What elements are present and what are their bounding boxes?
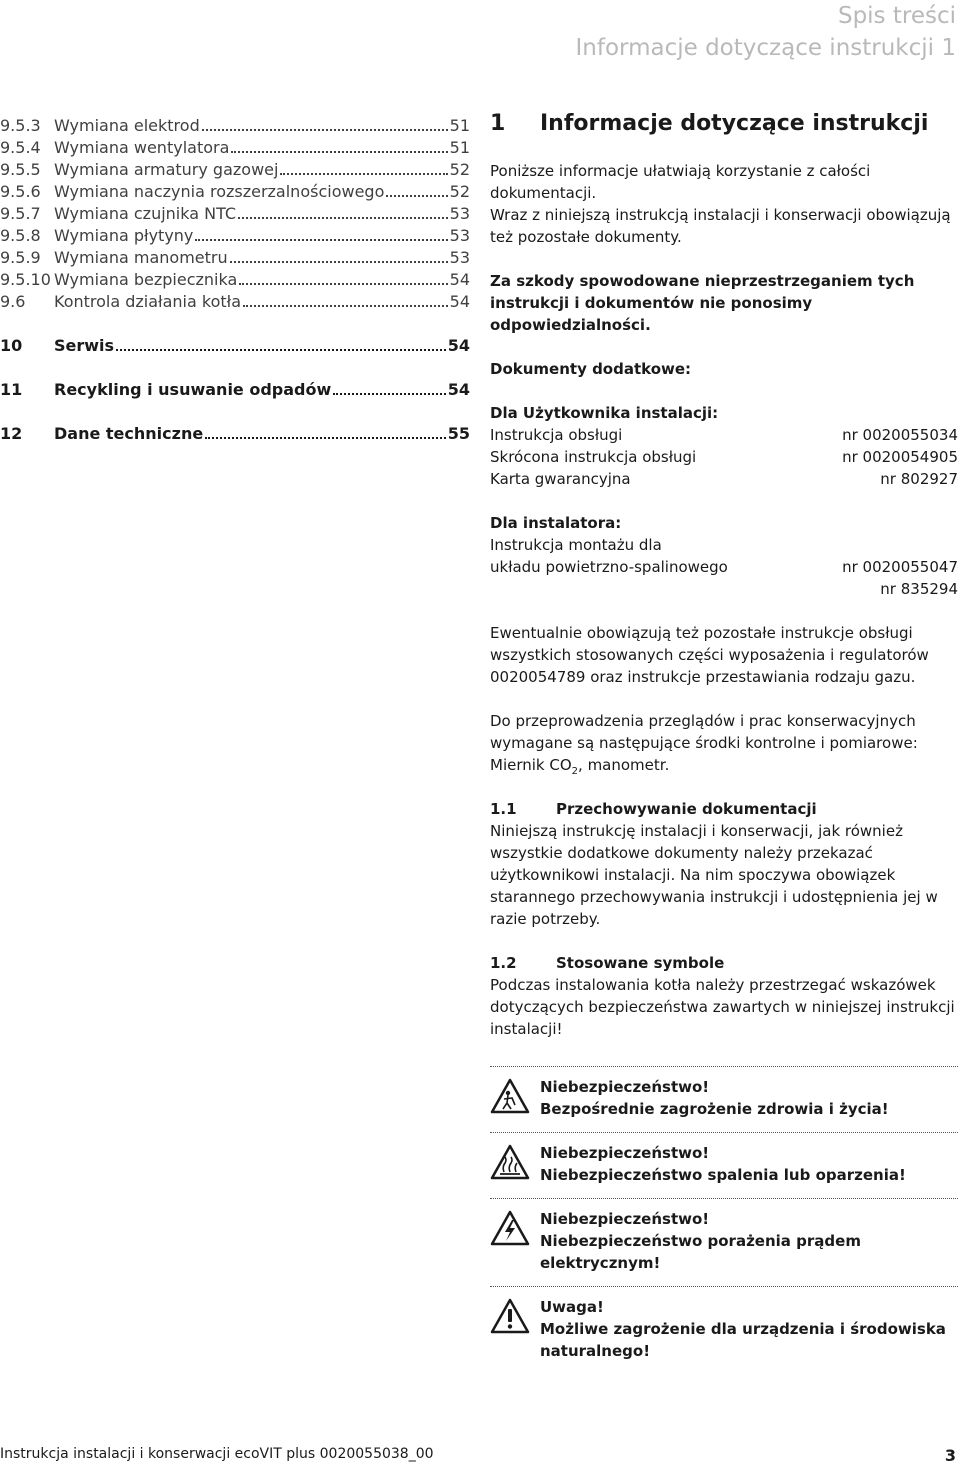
warning-text: Niebezpieczeństwo spalenia lub oparzenia!	[540, 1166, 906, 1184]
toc-leader	[239, 282, 447, 285]
toc-number: 9.6	[0, 292, 26, 311]
toc-entry[interactable]	[0, 424, 470, 446]
toc-number: 9.5.9	[0, 248, 41, 267]
user-docs-heading: Dla Użytkownika instalacji:	[490, 404, 719, 422]
toc-leader	[205, 436, 446, 439]
toc-page: 54	[449, 292, 470, 311]
doc-number: nr 0020055047	[842, 558, 958, 576]
warning-title: Niebezpieczeństwo!	[540, 1144, 710, 1162]
toc-leader	[230, 260, 448, 263]
toc-number: 9.5.5	[0, 160, 41, 179]
tools-text-end: , manometr.	[578, 756, 670, 774]
toc-entry[interactable]	[0, 380, 470, 402]
toc-leader	[231, 150, 447, 153]
header-subtitle: Informacje dotyczące instrukcji 1	[575, 35, 956, 61]
toc-leader	[195, 238, 447, 241]
toc-entry[interactable]	[0, 116, 470, 138]
toc-number: 11	[0, 380, 23, 399]
warning-notice	[490, 1296, 958, 1362]
toc-number: 9.5.6	[0, 182, 41, 201]
toc-page: 51	[449, 138, 470, 157]
toc-page: 53	[449, 204, 470, 223]
toc-title: Wymiana bezpiecznika	[54, 270, 238, 289]
installer-docs-heading: Dla instalatora:	[490, 514, 622, 532]
divider	[490, 1132, 958, 1133]
main-content	[490, 108, 958, 1040]
subsection-text: Niniejszą instrukcję instalacji i konserwacji, jak również wszystkie dodatkowe dokumenty należy przekazać użytkownikowi instalacji. Na nim spoczywa obowiązek starannego przechowywania instrukcji i udostępnienia jej w razie potrzeby.	[490, 822, 938, 928]
toc-page: 53	[449, 226, 470, 245]
divider	[490, 1198, 958, 1199]
toc-entry[interactable]	[0, 138, 470, 160]
warning-notice	[490, 1142, 958, 1186]
additional-docs-heading: Dokumenty dodatkowe:	[490, 360, 692, 378]
toc-title: Wymiana manometru	[54, 248, 228, 267]
toc-entry[interactable]	[0, 182, 470, 204]
toc-title: Wymiana płytyny	[54, 226, 194, 245]
toc-title: Wymiana czujnika NTC	[54, 204, 237, 223]
toc-leader	[116, 348, 446, 351]
section-number: 1	[490, 111, 506, 136]
toc-title: Kontrola działania kotła	[54, 292, 241, 311]
toc-entry[interactable]	[0, 160, 470, 182]
toc-leader	[386, 194, 447, 197]
intro-paragraph-2: Wraz z niniejszą instrukcją instalacji i konserwacji obowiązują też pozostałe dokumenty.	[490, 206, 951, 246]
warning-notice	[490, 1208, 958, 1274]
doc-row	[490, 578, 958, 600]
toc-entry[interactable]	[0, 292, 470, 314]
toc-entry[interactable]	[0, 336, 470, 358]
toc-number: 9.5.3	[0, 116, 41, 135]
toc-page: 54	[447, 336, 470, 355]
warning-text: Możliwe zagrożenie dla urządzenia i środowiska naturalnego!	[540, 1320, 946, 1360]
header-title: Spis treści	[837, 3, 956, 29]
doc-name: Skrócona instrukcja obsługi	[490, 448, 697, 466]
toc-entry[interactable]	[0, 204, 470, 226]
toc-page: 54	[447, 380, 470, 399]
tools-paragraph	[490, 710, 958, 776]
hot-surface-icon	[490, 1144, 530, 1180]
danger-person-icon	[490, 1078, 530, 1114]
toc-leader	[333, 392, 445, 395]
subsection-text: Podczas instalowania kotła należy przestrzegać wskazówek dotyczących bezpieczeństwa zawartych w niniejszej instrukcji instalacji!	[490, 976, 955, 1038]
doc-number: nr 835294	[880, 580, 958, 598]
subsection-heading	[490, 798, 958, 820]
toc-entry[interactable]	[0, 270, 470, 292]
warning-text: Bezpośrednie zagrożenie zdrowia i życia!	[540, 1100, 889, 1118]
toc-title: Recykling i usuwanie odpadów	[54, 380, 332, 399]
toc-page: 52	[449, 160, 470, 179]
doc-name: układu powietrzno-spalinowego	[490, 558, 728, 576]
intro-paragraph-1: Poniższe informacje ułatwiają korzystanie z całości dokumentacji.	[490, 162, 871, 202]
doc-name: Instrukcja obsługi	[490, 426, 623, 444]
toc-page: 54	[449, 270, 470, 289]
warning-title: Niebezpieczeństwo!	[540, 1078, 710, 1096]
toc-number: 12	[0, 424, 23, 443]
toc-leader	[280, 172, 447, 175]
warning-notice	[490, 1076, 958, 1120]
tools-text: Do przeprowadzenia przeglądów i prac konserwacyjnych wymagane są następujące środki kontrolne i pomiarowe: Miernik CO	[490, 712, 918, 774]
doc-number: nr 802927	[880, 470, 958, 488]
footer-document-title: Instrukcja instalacji i konserwacji ecoVIT plus 0020055038_00	[0, 1446, 434, 1462]
toc-number: 9.5.7	[0, 204, 41, 223]
installer-doc-line1: Instrukcja montażu dla	[490, 536, 662, 554]
warning-title: Uwaga!	[540, 1298, 604, 1316]
page-footer	[0, 1446, 956, 1465]
user-docs-block	[490, 402, 958, 490]
optional-docs-paragraph: Ewentualnie obowiązują też pozostałe instrukcje obsługi wszystkich stosowanych części wyposażenia i regulatorów 0020054789 oraz instrukcje przestawiania rodzaju gazu.	[490, 624, 929, 686]
installer-docs-block	[490, 512, 958, 600]
toc-page: 51	[449, 116, 470, 135]
toc-leader	[243, 304, 448, 307]
tools-subscript: 2	[571, 766, 579, 777]
section-title: Informacje dotyczące instrukcji	[540, 111, 929, 136]
subsection-heading	[490, 952, 958, 974]
section-heading	[490, 108, 958, 140]
toc-title: Wymiana naczynia rozszerzalnościowego	[54, 182, 385, 201]
toc-title: Serwis	[54, 336, 115, 355]
doc-row	[490, 424, 958, 446]
toc-title: Wymiana wentylatora	[54, 138, 230, 157]
toc-entry[interactable]	[0, 226, 470, 248]
doc-name: Karta gwarancyjna	[490, 470, 631, 488]
subsection-number: 1.2	[490, 954, 517, 972]
subsection-number: 1.1	[490, 800, 517, 818]
toc-page: 55	[447, 424, 470, 443]
toc-number: 9.5.4	[0, 138, 41, 157]
toc-leader	[238, 216, 448, 219]
electric-shock-icon	[490, 1210, 530, 1246]
doc-row	[490, 556, 958, 578]
page-header	[576, 0, 957, 64]
toc-title: Wymiana armatury gazowej	[54, 160, 279, 179]
liability-notice: Za szkody spowodowane nieprzestrzeganiem tych instrukcji i dokumentów nie ponosimy odpowiedzialności.	[490, 272, 915, 334]
toc-page: 52	[449, 182, 470, 201]
caution-exclamation-icon	[490, 1298, 530, 1334]
subsection-title: Przechowywanie dokumentacji	[556, 800, 817, 818]
page-number: 3	[944, 1446, 956, 1465]
toc-number: 9.5.10	[0, 270, 51, 289]
subsection-title: Stosowane symbole	[556, 954, 725, 972]
doc-row	[490, 468, 958, 490]
toc-number: 10	[0, 336, 23, 355]
toc-page: 53	[449, 248, 470, 267]
warning-title: Niebezpieczeństwo!	[540, 1210, 710, 1228]
toc-leader	[202, 128, 448, 131]
divider	[490, 1066, 958, 1067]
toc-number: 9.5.8	[0, 226, 41, 245]
toc-entry[interactable]	[0, 248, 470, 270]
doc-number: nr 0020054905	[842, 448, 958, 466]
divider	[490, 1286, 958, 1287]
doc-number: nr 0020055034	[842, 426, 958, 444]
toc-title: Dane techniczne	[54, 424, 204, 443]
doc-row	[490, 446, 958, 468]
toc-title: Wymiana elektrod	[54, 116, 200, 135]
table-of-contents	[0, 116, 470, 446]
warning-text: Niebezpieczeństwo porażenia prądem elektrycznym!	[540, 1232, 861, 1272]
